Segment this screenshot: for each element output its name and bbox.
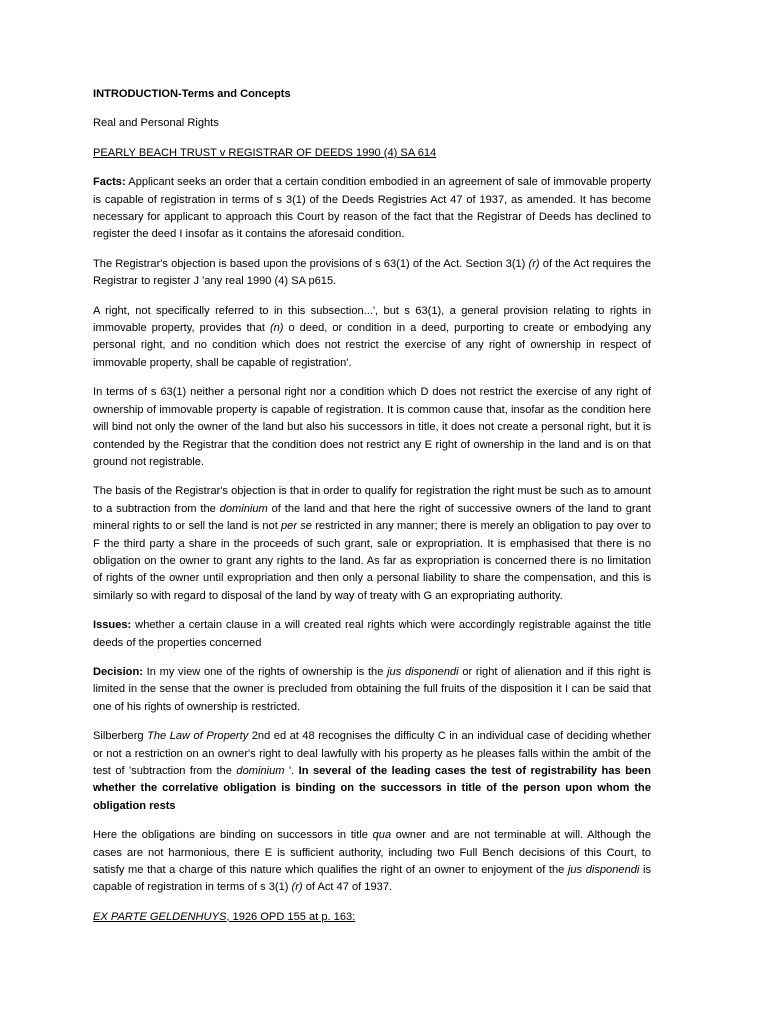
document-body	[93, 86, 651, 938]
italic-term: per se	[281, 520, 312, 533]
paragraph-text: is capable of registration in terms of s 3(1)	[93, 864, 651, 894]
case-reference: , 1926 OPD 155 at p. 163:	[226, 910, 356, 923]
issues-label: Issues:	[93, 619, 132, 632]
paragraph-text: Here the obligations are binding on successors in title	[93, 829, 373, 842]
italic-term: (r)	[528, 257, 540, 270]
italic-term: jus disponendi	[567, 864, 640, 877]
case-citation-geldenhuys	[93, 909, 651, 926]
paragraph-text: of Act 47 of 1937.	[302, 881, 393, 894]
italic-term: jus disponendi	[387, 665, 459, 678]
paragraph-text: In my view one of the rights of ownership is the	[142, 665, 388, 678]
facts-paragraph	[93, 174, 651, 244]
section-subheading: Real and Personal Rights	[93, 117, 219, 130]
book-title: The Law of Property	[147, 730, 249, 743]
decision-label: Decision:	[93, 665, 143, 678]
facts-text: Applicant seeks an order that a certain condition embodied in an agreement of sale of immovable property is capable of registration in terms of s 3(1) of the Deeds Registries Act 47 of 1937, as amended. It has become necessary for applicant to approach this Court by reason of the fact that the Registrar of Deeds has declined to register the deed I insofar as it contains the aforesaid condition.	[93, 176, 651, 241]
paragraph-text: Silberberg	[93, 730, 148, 743]
paragraph-text: '.	[284, 765, 299, 777]
italic-term: dominium	[236, 765, 285, 777]
right-definition-paragraph	[93, 303, 651, 373]
issues-text: whether a certain clause in a will created real rights which were accordingly registrable against the title deeds of the properties concerned	[93, 619, 651, 649]
silberberg-paragraph	[93, 728, 651, 815]
paragraph-text: 2nd ed at 48 recognises the difficulty C in an individual case of deciding whether or not a restriction on an owner's right to deal lawfully with his property as he pleases falls within the ambit of the test of 'subtraction from the	[93, 730, 651, 777]
paragraph-text: The basis of the Registrar's objection is that in order to qualify for registration the right must be such as to amount to a subtraction from the	[93, 485, 651, 515]
decision-paragraph	[93, 664, 651, 716]
basis-of-objection-paragraph	[93, 483, 651, 605]
obligations-paragraph	[93, 827, 651, 897]
paragraph-text: o deed, or condition in a deed, purporting to create or embodying any personal right, and no condition which does not restrict the exercise of any right of ownership in respect of immovable property, shall be capable of registration'.	[93, 322, 652, 369]
case-name: EX PARTE GELDENHUYS	[93, 910, 227, 923]
paragraph-text: of the land and that here the right of successive owners of the land to grant mineral rights to or sell the land is not	[93, 502, 651, 533]
case-citation-pearly-beach	[93, 145, 651, 162]
paragraph-text: owner and are not terminable at will. Although the cases are not harmonious, there E is sufficient authority, including two Full Bench decisions of this Court, to satisfy me that a charge of this nature which qualifies the right of an owner to enjoyment of the	[93, 829, 651, 877]
issues-paragraph	[93, 617, 651, 652]
italic-term: qua	[372, 829, 392, 842]
italic-term: (n)	[269, 322, 284, 335]
paragraph-text: The Registrar's objection is based upon the provisions of s 63(1) of the Act. Section 3(1)	[93, 257, 529, 270]
facts-label: Facts:	[93, 176, 126, 189]
bold-holding: In several of the leading cases the test of registrability has been whether the correlative obligation is binding on the successors in title of the person upon whom the obligation rests	[93, 765, 651, 812]
document-heading: INTRODUCTION-Terms and Concepts	[93, 88, 291, 100]
paragraph-text: or right of alienation and if this right is limited in the sense that the owner is precluded from obtaining the full fruits of the disposition it I can be said that one of his rights of ownership is restricted.	[93, 665, 651, 713]
case-citation-text: PEARLY BEACH TRUST v REGISTRAR OF DEEDS 1990 (4) SA 614	[93, 146, 437, 159]
registrar-objection-paragraph	[93, 256, 651, 291]
paragraph-text: restricted in any manner; there is merely an obligation to pay over to F the third party a share in the proceeds of such grant, sale or expropriation. It is emphasised that there is no obligation on the owner to grant any rights to the land. As far as expropriation is concerned there is no limitation of rights of the owner until expropriation and then only a personal liability to share the compensation, and this is similarly so with regard to disposal of the land by way of treaty with G an expropriating authority.	[93, 520, 651, 602]
italic-term: dominium	[219, 502, 268, 515]
section-63-paragraph: In terms of s 63(1) neither a personal right nor a condition which D does not restrict the exercise of any right of ownership of immovable property is capable of registration. It is common cause that, insofar as the condition here will bind not only the owner of the land but also his successors in title, it does not create a personal right, but it is contended by the Registrar that the condition does not restrict any E right of ownership in the land and is on that ground not registrable.	[93, 386, 651, 468]
paragraph-text: of the Act requires the Registrar to register J 'any real 1990 (4) SA p615.	[93, 257, 651, 288]
italic-term: (r)	[291, 881, 303, 894]
paragraph-text: A right, not specifically referred to in this subsection...', but s 63(1), a general provision relating to rights in immovable property, provides that	[93, 304, 651, 335]
